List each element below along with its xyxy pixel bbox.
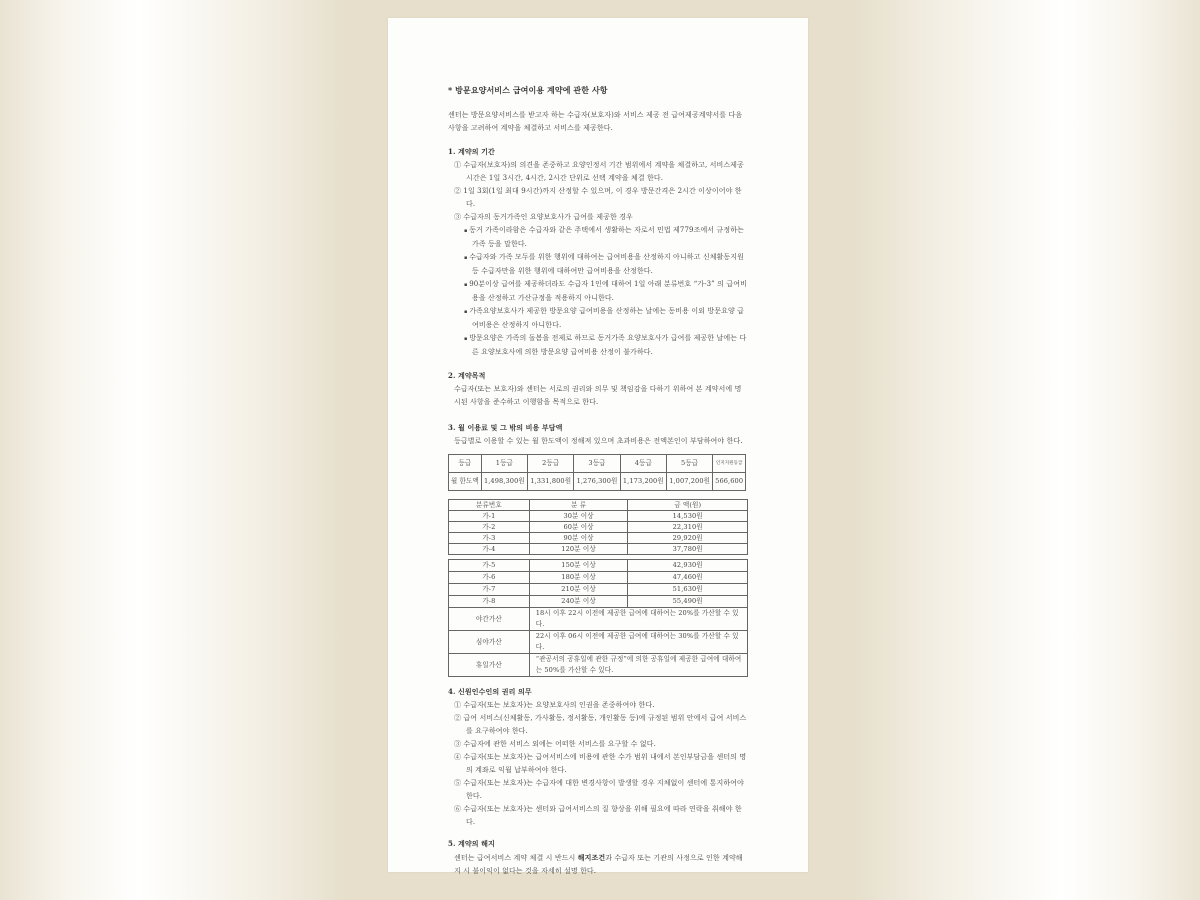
fee-code: 가-1 xyxy=(449,511,530,522)
document-page xyxy=(388,18,808,875)
fee-amount: 37,780원 xyxy=(628,544,748,555)
table-row xyxy=(449,533,748,544)
fee-class: 120분 이상 xyxy=(529,544,628,555)
header-class: 분 류 xyxy=(529,500,628,511)
table-row xyxy=(449,584,748,596)
surcharge-desc: 22시 이후 06시 이전에 제공한 급여에 대하여는 30%를 가산할 수 있다. xyxy=(529,631,747,654)
table-header-row xyxy=(449,500,748,511)
header-amount: 금 액(원) xyxy=(628,500,748,511)
section-3-heading: 3. 월 이용료 및 그 밖의 비용 부담액 xyxy=(448,423,563,432)
limit-label: 월 한도액 xyxy=(449,473,482,491)
fee-code: 가-4 xyxy=(449,544,530,555)
grade-cell: 4등급 xyxy=(620,455,666,473)
section-1-bullet-5: ▪ 방문요양은 가족의 돌봄을 전제로 하므로 동거가족 요양보호사가 급여를 제공한 날에는 다른 요양보호사에 의한 방문요양 급여비용 산정이 불가하다. xyxy=(448,332,748,359)
fee-amount: 42,930원 xyxy=(628,560,748,572)
fee-code: 가-2 xyxy=(449,522,530,533)
background-left xyxy=(0,0,346,900)
section-2-body: 수급자(또는 보호자)와 센터는 서로의 권리와 의무 및 책임감을 다하기 위하여 본 계약서에 명시된 사항을 준수하고 이행함을 목적으로 한다. xyxy=(454,385,742,406)
fee-amount: 51,630원 xyxy=(628,584,748,596)
surcharge-name: 야간가산 xyxy=(449,608,530,631)
section-1-item-2: ② 1일 3회(1일 최대 9시간)까지 산정할 수 있으며, 이 경우 방문간격은 2시간 이상이어야 한다. xyxy=(454,187,742,208)
section-1-item-1: ① 수급자(보호자)의 의견을 존중하고 요양인정서 기간 범위에서 계약을 체결하고, 서비스제공시간은 1일 3시간, 4시간, 2시간 단위로 선택 계약을 체결 한다. xyxy=(454,161,744,182)
section-4-item-3: ③ 수급자에 관한 서비스 외에는 어떠한 서비스를 요구할 수 없다. xyxy=(454,740,656,748)
section-5-emphasis: 해지조건 xyxy=(577,853,606,862)
limit-cell: 1,276,300원 xyxy=(574,473,620,491)
section-5-text: 센터는 급여서비스 계약 체결 시 반드시 xyxy=(454,854,578,862)
fee-class: 240분 이상 xyxy=(529,596,628,608)
fee-code: 가-8 xyxy=(449,596,530,608)
limit-cell: 1,007,200원 xyxy=(667,473,713,491)
limit-cell: 566,600 xyxy=(713,473,746,491)
section-1-item-3: ③ 수급자의 동거가족인 요양보호사가 급여를 제공한 경우 xyxy=(454,213,633,221)
section-4-item-2: ② 급여 서비스(신체활동, 가사활동, 정서활동, 개인활동 등)에 규정된 범위 안에서 급여 서비스를 요구하여야 한다. xyxy=(454,714,747,735)
section-4-item-1: ① 수급자(또는 보호자)는 요양보호사의 인권을 존중하여야 한다. xyxy=(454,701,655,709)
fee-code: 가-7 xyxy=(449,584,530,596)
grade-cell: 3등급 xyxy=(574,455,620,473)
table-row xyxy=(449,455,746,473)
grade-cell: 인지지원등급 xyxy=(713,455,746,473)
section-4-heading: 4. 신원인수인의 권리 의무 xyxy=(448,687,532,696)
table-row xyxy=(449,631,748,654)
table-row xyxy=(449,560,748,572)
table-row xyxy=(449,654,748,677)
grade-limit-table xyxy=(448,454,746,491)
table-row xyxy=(449,572,748,584)
fee-class: 90분 이상 xyxy=(529,533,628,544)
grade-label: 등급 xyxy=(449,455,482,473)
table-row xyxy=(449,544,748,555)
fee-amount: 29,920원 xyxy=(628,533,748,544)
section-1-bullet-1: ▪ 동거 가족이라함은 수급자와 같은 주택에서 생활하는 자로서 민법 제779조에서 규정하는 가족 등을 말한다. xyxy=(448,224,748,251)
table-row xyxy=(449,522,748,533)
section-5-body xyxy=(448,851,748,878)
section-1-bullet-3: ▪ 90분이상 급여를 제공하더라도 수급자 1인에 대하여 1일 아래 분류번호 “가-3” 의 급여비용을 산정하고 가산규정을 적용하지 아니한다. xyxy=(448,278,748,305)
fee-code: 가-3 xyxy=(449,533,530,544)
section-5-text: 과 수급자 또는 기관의 사정으로 인한 계약해지 시 불이익이 없다는 것을 자세히 설명 한다. xyxy=(454,854,743,875)
fee-table-continued xyxy=(448,559,748,677)
fee-amount: 47,460원 xyxy=(628,572,748,584)
limit-cell: 1,173,200원 xyxy=(620,473,666,491)
fee-class: 30분 이상 xyxy=(529,511,628,522)
section-5-heading: 5. 계약의 해지 xyxy=(448,839,495,848)
grade-cell: 2등급 xyxy=(528,455,574,473)
fee-table xyxy=(448,499,748,555)
table-row xyxy=(449,511,748,522)
grade-cell: 5등급 xyxy=(667,455,713,473)
section-1-bullet-4: ▪ 가족요양보호사가 제공한 방문요양 급여비용을 산정하는 날에는 동비용 이외 방문요양 급여비용은 산정하지 아니한다. xyxy=(448,305,748,332)
surcharge-desc: “관공서의 공휴일에 관한 규정”에 의한 공휴일에 제공한 급여에 대하여는 50%를 가산할 수 있다. xyxy=(529,654,747,677)
section-4-item-4: ④ 수급자(또는 보호자)는 급여서비스에 비용에 관한 수가 범위 내에서 본인부담금을 센터의 명의 계좌로 익월 납부하여야 한다. xyxy=(454,753,747,774)
fee-class: 210분 이상 xyxy=(529,584,628,596)
surcharge-name: 심야가산 xyxy=(449,631,530,654)
fee-class: 180분 이상 xyxy=(529,572,628,584)
intro-text: 센터는 방문요양서비스를 받고자 하는 수급자(보호자)와 서비스 제공 전 급여제공계약서를 다음 사항을 고려하여 계약을 체결하고 서비스를 제공한다. xyxy=(448,111,743,132)
section-2-heading: 2. 계약목적 xyxy=(448,371,486,380)
surcharge-name: 휴일가산 xyxy=(449,654,530,677)
fee-code: 가-5 xyxy=(449,560,530,572)
section-4-item-5: ⑤ 수급자(또는 보호자)는 수급자에 대한 변경사항이 발생할 경우 지체없이 센터에 통지하여야 한다. xyxy=(454,779,744,800)
fee-code: 가-6 xyxy=(449,572,530,584)
table-row xyxy=(449,596,748,608)
fee-class: 60분 이상 xyxy=(529,522,628,533)
section-1-bullet-2: ▪ 수급자와 가족 모두를 위한 행위에 대하여는 급여비용을 산정하지 아니하고 신체활동지원 등 수급자만을 위한 행위에 대하여만 급여비용을 산정한다. xyxy=(448,251,748,278)
table-row xyxy=(449,608,748,631)
section-4-item-6: ⑥ 수급자(또는 보호자)는 센터와 급여서비스의 질 향상을 위해 필요에 따라 연락을 취해야 한다. xyxy=(454,805,742,826)
fee-amount: 22,310원 xyxy=(628,522,748,533)
document-title: * 방문요양서비스 급여이용 계약에 관한 사항 xyxy=(448,85,608,95)
fee-class: 150분 이상 xyxy=(529,560,628,572)
header-code: 분류번호 xyxy=(449,500,530,511)
section-3-body: 등급별로 이용할 수 있는 월 한도액이 정해져 있으며 초과비용은 전액본인이 부담하여야 한다. xyxy=(454,437,743,445)
fee-amount: 14,530원 xyxy=(628,511,748,522)
limit-cell: 1,331,800원 xyxy=(528,473,574,491)
section-1-heading: 1. 계약의 기간 xyxy=(448,147,495,156)
grade-cell: 1등급 xyxy=(481,455,527,473)
limit-cell: 1,498,300원 xyxy=(481,473,527,491)
surcharge-desc: 18시 이후 22시 이전에 제공한 급여에 대하여는 20%를 가산할 수 있다. xyxy=(529,608,747,631)
background-right xyxy=(854,0,1200,900)
fee-amount: 55,490원 xyxy=(628,596,748,608)
table-row xyxy=(449,473,746,491)
